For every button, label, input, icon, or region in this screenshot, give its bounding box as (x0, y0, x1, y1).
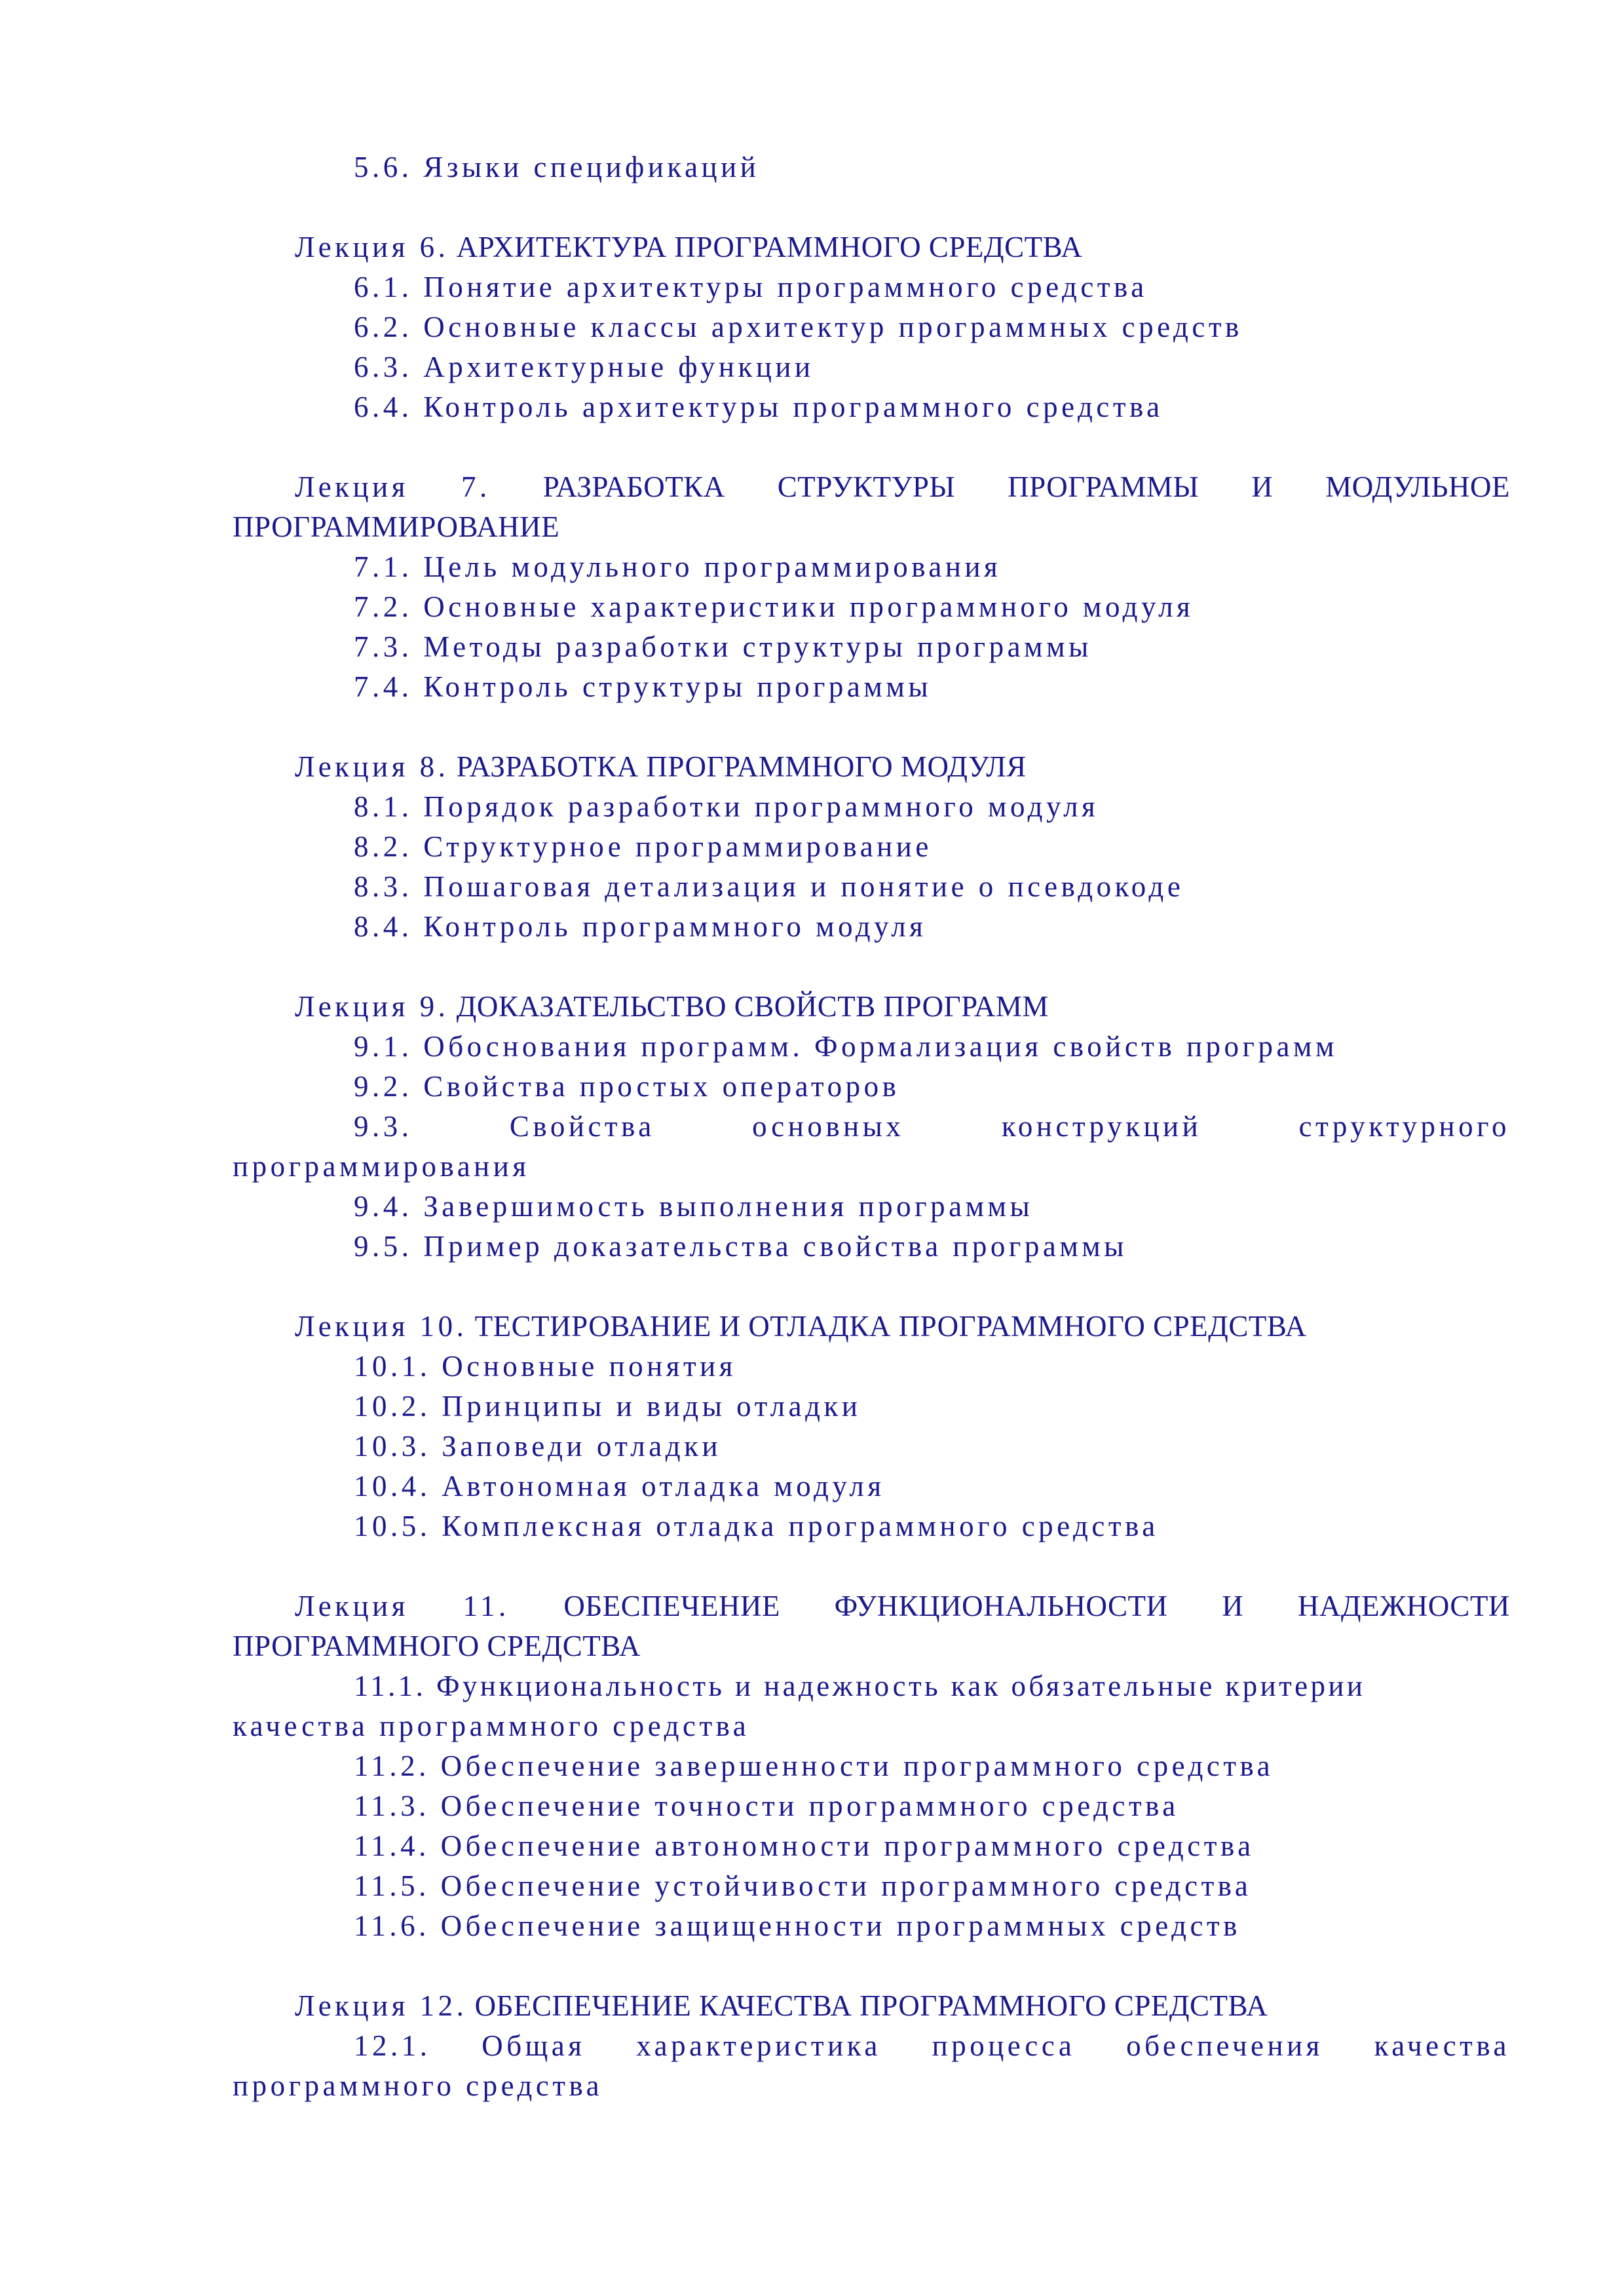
toc-item-11-1: 11.1. Функциональность и надежность как обязательные критерии (354, 1670, 1366, 1702)
toc-item-9-3-word: структурного (1298, 1110, 1510, 1143)
lecture-11-word: И (1222, 1590, 1244, 1622)
lecture-10-title: ТЕСТИРОВАНИЕ И ОТЛАДКА ПРОГРАММНОГО СРЕДСТВА (474, 1310, 1307, 1343)
toc-item-6-3: 6.3. Архитектурные функции (354, 351, 814, 383)
toc-item-8-1: 8.1. Порядок разработки программного модуля (354, 790, 1099, 823)
lecture-12-heading (233, 1986, 1510, 2026)
toc-item-8-3: 8.3. Пошаговая детализация и понятие о псевдокоде (354, 870, 1184, 903)
lecture-10-heading (233, 1307, 1510, 1347)
toc-item-6-2: 6.2. Основные классы архитектур программных средств (354, 311, 1243, 343)
lecture-9-heading (233, 987, 1510, 1027)
toc-item-9-4: 9.4. Завершимость выполнения программы (354, 1190, 1034, 1223)
toc-item-11-3: 11.3. Обеспечение точности программного средства (354, 1789, 1179, 1822)
lecture-7-heading (233, 467, 1510, 507)
toc-item-7-3: 7.3. Методы разработки структуры программы (354, 630, 1092, 663)
lecture-7-word: РАЗРАБОТКА (542, 470, 725, 503)
toc-item-9-2: 9.2. Свойства простых операторов (354, 1070, 900, 1103)
toc-item-7-4: 7.4. Контроль структуры программы (354, 670, 932, 703)
lecture-7-word: ПРОГРАММЫ (1008, 470, 1199, 503)
toc-item-12-1-word: обеспечения (1126, 2029, 1323, 2062)
lecture-7-word: Лекция (295, 470, 409, 503)
toc-item-11-4: 11.4. Обеспечение автономности программного средства (354, 1829, 1255, 1862)
lecture-11-word: 11. (463, 1590, 510, 1622)
lecture-7-title-continuation: ПРОГРАММИРОВАНИЕ (233, 510, 560, 543)
toc-item-10-5: 10.5. Комплексная отладка программного средства (354, 1510, 1159, 1542)
toc-item-10-1: 10.1. Основные понятия (354, 1350, 736, 1383)
toc-item-11-2: 11.2. Обеспечение завершенности программного средства (354, 1750, 1274, 1782)
toc-item-11-6: 11.6. Обеспечение защищенности программных средств (354, 1909, 1241, 1942)
toc-item-9-3-word: основных (752, 1110, 905, 1143)
lecture-11-heading (233, 1586, 1510, 1626)
lecture-7-word: 7. (461, 470, 491, 503)
toc-item-5-6: 5.6. Языки спецификаций (354, 151, 760, 183)
toc-item-9-3 (233, 1107, 1510, 1147)
toc-item-9-1: 9.1. Обоснования программ. Формализация свойств программ (354, 1030, 1338, 1063)
toc-item-10-2: 10.2. Принципы и виды отладки (354, 1390, 861, 1423)
toc-item-7-2: 7.2. Основные характеристики программного модуля (354, 590, 1194, 623)
lecture-10-label: Лекция 10. (295, 1310, 468, 1343)
lecture-11-word: ФУНКЦИОНАЛЬНОСТИ (834, 1590, 1168, 1622)
lecture-8-title: РАЗРАБОТКА ПРОГРАММНОГО МОДУЛЯ (456, 750, 1027, 783)
lecture-11-word: НАДЕЖНОСТИ (1297, 1590, 1510, 1622)
toc-item-11-5: 11.5. Обеспечение устойчивости программного средства (354, 1869, 1252, 1902)
toc-item-12-1-word: Общая (482, 2029, 586, 2062)
lecture-6-label: Лекция 6. (295, 231, 449, 263)
lecture-6-heading (233, 227, 1510, 267)
toc-item-12-1-word: характеристика (636, 2029, 881, 2062)
table-of-contents (233, 147, 1510, 2106)
lecture-9-label: Лекция 9. (295, 990, 449, 1023)
toc-item-7-1: 7.1. Цель модульного программирования (354, 550, 1002, 583)
toc-item-8-4: 8.4. Контроль программного модуля (354, 910, 927, 943)
lecture-11-title-continuation: ПРОГРАММНОГО СРЕДСТВА (233, 1630, 641, 1662)
lecture-8-label: Лекция 8. (295, 750, 449, 783)
lecture-6-title: АРХИТЕКТУРА ПРОГРАММНОГО СРЕДСТВА (456, 231, 1083, 263)
lecture-11-word: Лекция (295, 1590, 409, 1622)
lecture-7-word: И (1251, 470, 1274, 503)
toc-item-12-1-continuation: программного средства (233, 2069, 603, 2102)
toc-item-9-3-continuation: программирования (233, 1150, 530, 1183)
toc-item-6-1: 6.1. Понятие архитектуры программного средства (354, 271, 1148, 303)
toc-item-9-3-word: конструкций (1001, 1110, 1202, 1143)
toc-item-12-1-word: качества (1374, 2029, 1510, 2062)
toc-item-9-3-word: 9.3. (354, 1110, 413, 1143)
toc-item-9-5: 9.5. Пример доказательства свойства программы (354, 1230, 1128, 1263)
lecture-7-word: МОДУЛЬНОЕ (1325, 470, 1510, 503)
toc-item-8-2: 8.2. Структурное программирование (354, 830, 932, 863)
toc-item-12-1 (233, 2026, 1510, 2066)
lecture-9-title: ДОКАЗАТЕЛЬСТВО СВОЙСТВ ПРОГРАММ (456, 990, 1049, 1023)
lecture-11-word: ОБЕСПЕЧЕНИЕ (563, 1590, 780, 1622)
lecture-12-title: ОБЕСПЕЧЕНИЕ КАЧЕСТВА ПРОГРАММНОГО СРЕДСТВА (474, 1989, 1268, 2022)
toc-item-9-3-word: Свойства (509, 1110, 655, 1143)
lecture-8-heading (233, 747, 1510, 787)
toc-item-12-1-word: процесса (932, 2029, 1076, 2062)
toc-item-6-4: 6.4. Контроль архитектуры программного средства (354, 391, 1163, 423)
toc-item-11-1-continuation: качества программного средства (233, 1710, 750, 1742)
toc-item-12-1-word: 12.1. (354, 2029, 431, 2062)
lecture-7-word: СТРУКТУРЫ (777, 470, 956, 503)
toc-item-10-3: 10.3. Заповеди отладки (354, 1430, 722, 1463)
toc-item-10-4: 10.4. Автономная отладка модуля (354, 1470, 885, 1502)
lecture-12-label: Лекция 12. (295, 1989, 468, 2022)
